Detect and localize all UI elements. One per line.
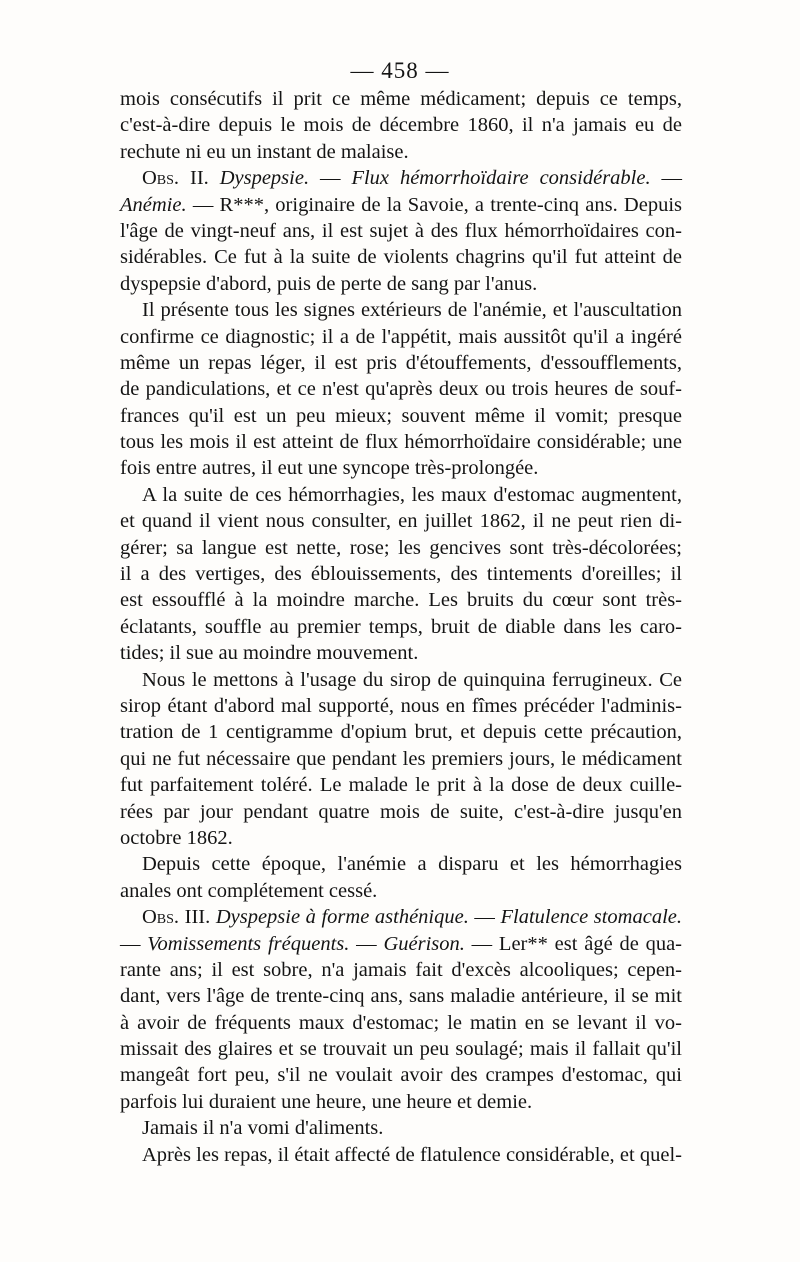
- text-line: il a des vertiges, des éblouissements, des tintements d'oreilles; il: [120, 563, 682, 586]
- text-line: sirop étant d'abord mal supporté, nous en fîmes précéder l'adminis-: [120, 694, 682, 717]
- text-line: gérer; sa langue est nette, rose; les gencives sont très-décolorées;: [120, 536, 682, 559]
- text-line: Jamais il n'a vomi d'aliments.: [142, 1117, 384, 1140]
- text-line: c'est-à-dire depuis le mois de décembre 1860, il n'a jamais eu de: [120, 114, 682, 137]
- text-line: est essoufflé à la moindre marche. Les bruits du cœur sont très-: [120, 589, 682, 612]
- text-line: octobre 1862.: [120, 826, 233, 849]
- text-line: frances qu'il est un peu mieux; souvent même il vomit; presque: [120, 404, 682, 427]
- text-line: rechute ni eu un instant de malaise.: [120, 140, 409, 163]
- text-line: missait des glaires et se trouvait un peu soulagé; mais il fallait qu'il: [120, 1038, 682, 1061]
- text-line: dant, vers l'âge de trente-cinq ans, sans maladie antérieure, il se mit: [120, 985, 682, 1008]
- text-line: fut parfaitement toléré. Le malade le prit à la dose de deux cuille-: [120, 774, 682, 797]
- text-line: même un repas léger, il est pris d'étouffements, d'essoufflements,: [120, 351, 682, 374]
- text-line: tides; il sue au moindre mouvement.: [120, 642, 419, 665]
- text-line: Obs. III. Dyspepsie à forme asthénique. — Flatulence stomacale.: [142, 906, 682, 929]
- text-line: rées par jour pendant quatre mois de suite, c'est-à-dire jusqu'en: [120, 800, 682, 823]
- text-line: l'âge de vingt-neuf ans, il est sujet à des flux hémorrhoïdaires con-: [120, 219, 682, 242]
- text-line: dyspepsie d'abord, puis de perte de sang par l'anus.: [120, 272, 538, 295]
- text-line: Il présente tous les signes extérieurs de l'anémie, et l'auscultation: [142, 299, 682, 322]
- text-line: parfois lui duraient une heure, une heure et demie.: [120, 1090, 533, 1113]
- text-line: qui ne fut nécessaire que pendant les premiers jours, le médicament: [120, 747, 682, 770]
- text-line: tration de 1 centigramme d'opium brut, et depuis cette précaution,: [120, 721, 682, 744]
- text-line: sidérables. Ce fut à la suite de violents chagrins qu'il fut atteint de: [120, 246, 682, 269]
- text-line: Obs. II. Dyspepsie. — Flux hémorrhoïdaire considérable. —: [142, 167, 683, 190]
- text-line: à avoir de fréquents maux d'estomac; le matin en se levant il vo-: [120, 1011, 682, 1034]
- text-line: tous les mois il est atteint de flux hémorrhoïdaire considérable; une: [120, 431, 682, 454]
- text-line: fois entre autres, il eut une syncope très-prolongée.: [120, 457, 539, 480]
- text-line: Après les repas, il était affecté de flatulence considérable, et quel-: [142, 1143, 682, 1166]
- text-line: éclatants, souffle au premier temps, bruit de diable dans les caro-: [120, 615, 682, 638]
- text-line: rante ans; il est sobre, n'a jamais fait d'excès alcooliques; cepen-: [120, 958, 682, 981]
- text-line: Nous le mettons à l'usage du sirop de quinquina ferrugineux. Ce: [142, 668, 682, 691]
- text-line: A la suite de ces hémorrhagies, les maux d'estomac augmentent,: [142, 483, 682, 506]
- text-line: Depuis cette époque, l'anémie a disparu et les hémorrhagies: [142, 853, 682, 876]
- text-line: mois consécutifs il prit ce même médicament; depuis ce temps,: [120, 88, 682, 110]
- text-line: — Vomissements fréquents. — Guérison. — Ler** est âgé de qua-: [120, 932, 682, 955]
- text-line: et quand il vient nous consulter, en juillet 1862, il ne peut rien di-: [120, 510, 682, 533]
- text-line: confirme ce diagnostic; il a de l'appétit, mais aussitôt qu'il a ingéré: [120, 325, 682, 348]
- text-line: Anémie. — R***, originaire de la Savoie, a trente-cinq ans. Depuis: [120, 193, 682, 216]
- text-line: de pandiculations, et ce n'est qu'après deux ou trois heures de souf-: [120, 378, 682, 401]
- text-line: anales ont complétement cessé.: [120, 879, 378, 902]
- body-text: [120, 86, 682, 1168]
- page-number: — 458 —: [350, 58, 450, 83]
- text-line: mangeât fort peu, s'il ne voulait avoir des crampes d'estomac, qui: [120, 1064, 682, 1087]
